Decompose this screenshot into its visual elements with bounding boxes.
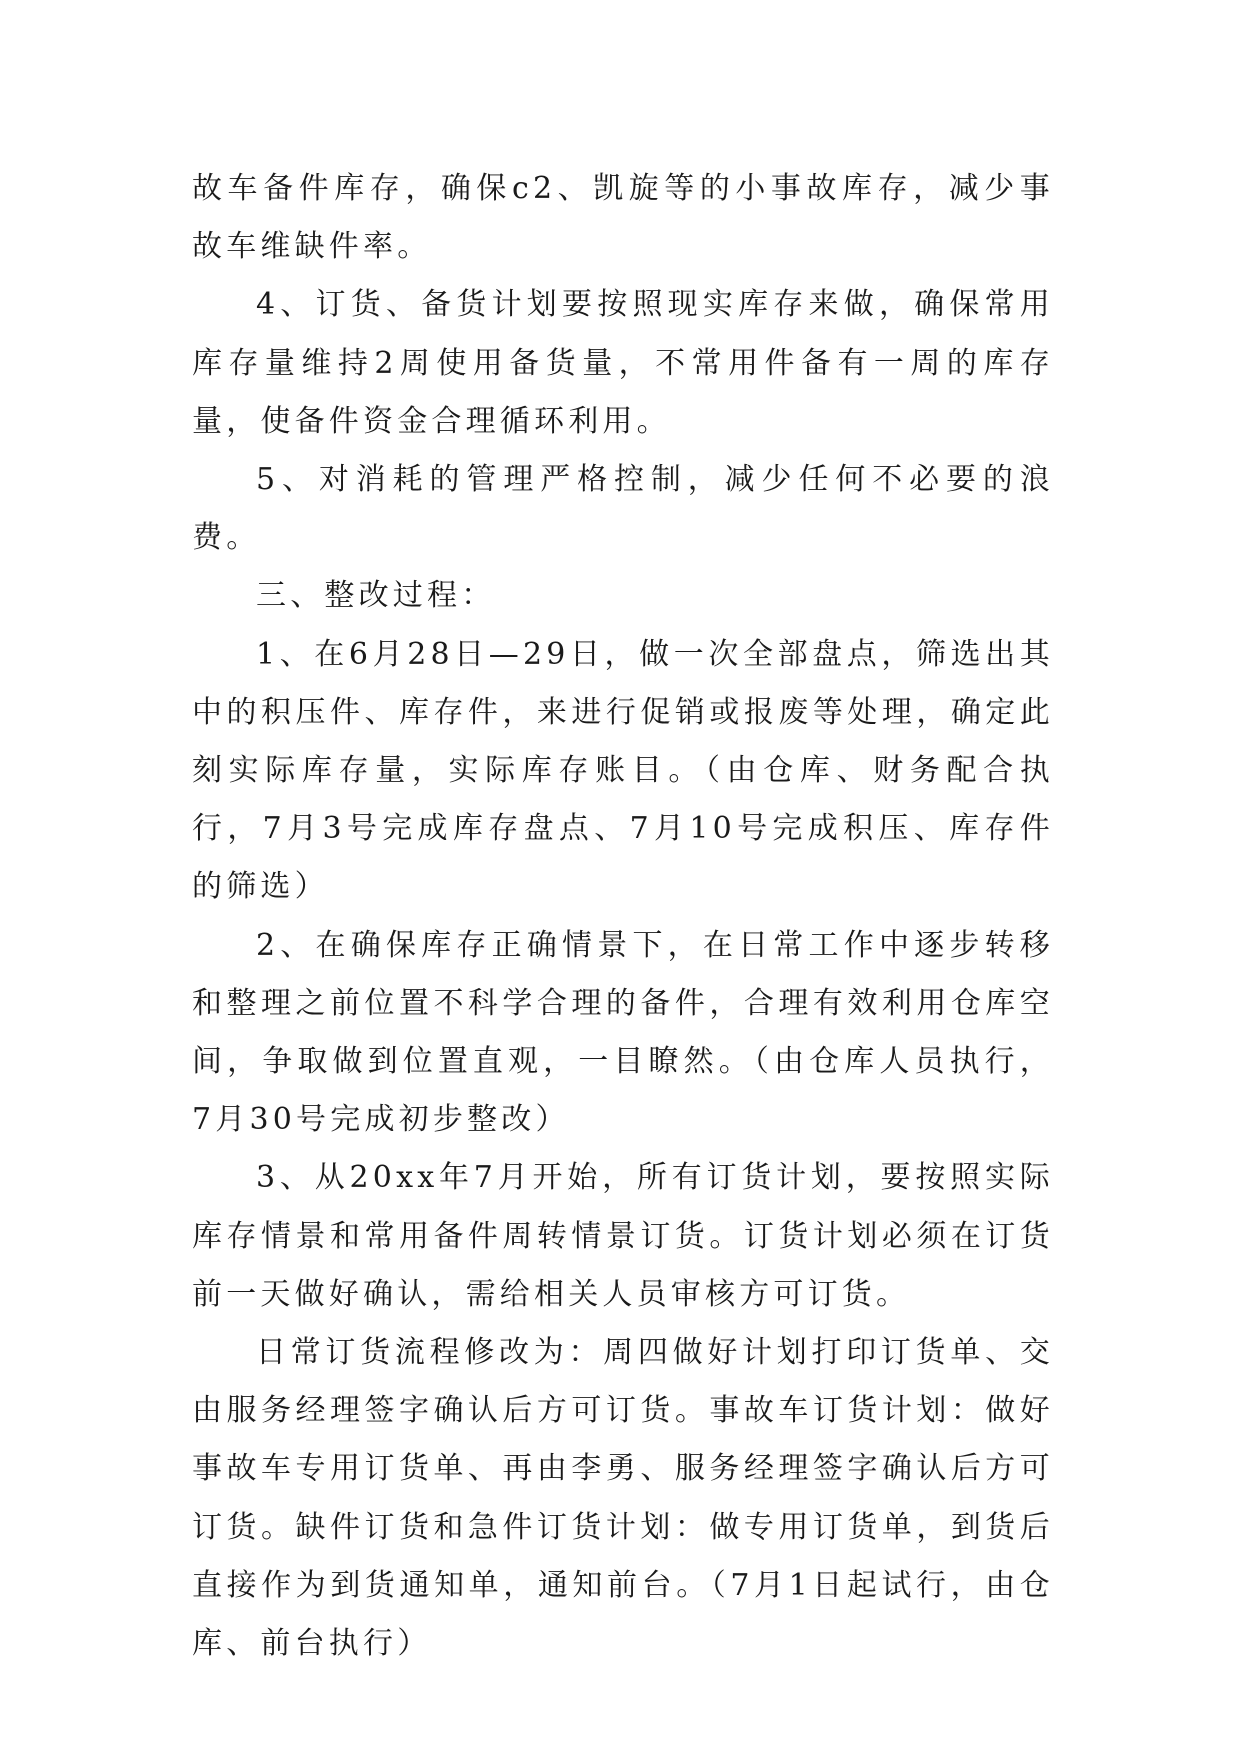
document-body — [192, 160, 1054, 1673]
paragraph-step-1-full-stocktake: 1、在6月28日—29日，做一次全部盘点，筛选出其中的积压件、库存件，来进行促销或报废等处理，确定此刻实际库存量，实际库存账目。（由仓库、财务配合执行，7月3号完成库存盘点、7月10号完成积压、库存件的筛选） — [192, 636, 1054, 905]
paragraph-item-5-consumption-control: 5、对消耗的管理严格控制，减少任何不必要的浪费。 — [192, 462, 1054, 556]
paragraph-daily-order-process: 日常订货流程修改为：周四做好计划打印订货单、交由服务经理签字确认后方可订货。事故车订货计划：做好事故车专用订货单、再由李勇、服务经理签字确认后方可订货。缺件订货和急件订货计划：做专用订货单，到货后直接作为到货通知单，通知前台。（7月1日起试行，由仓库、前台执行） — [192, 1335, 1054, 1662]
paragraph-step-3-order-planning: 3、从20xx年7月开始，所有订货计划，要按照实际库存情景和常用备件周转情景订货。订货计划必须在订货前一天做好确认，需给相关人员审核方可订货。 — [192, 1160, 1054, 1312]
section-heading-rectification-process: 三、整改过程： — [256, 578, 496, 614]
paragraph-step-2-warehouse-reorganization: 2、在确保库存正确情景下，在日常工作中逐步转移和整理之前位置不科学合理的备件，合理有效利用仓库空间，争取做到位置直观，一目瞭然。（由仓库人员执行，7月30号完成初步整改） — [192, 927, 1054, 1138]
paragraph-inventory-accident-parts: 故车备件库存，确保c2、凯旋等的小事故库存，减少事故车维缺件率。 — [192, 171, 1054, 265]
paragraph-item-4-ordering-plan: 4、订货、备货计划要按照现实库存来做，确保常用库存量维持2周使用备货量，不常用件备有一周的库存量，使备件资金合理循环利用。 — [192, 287, 1054, 439]
